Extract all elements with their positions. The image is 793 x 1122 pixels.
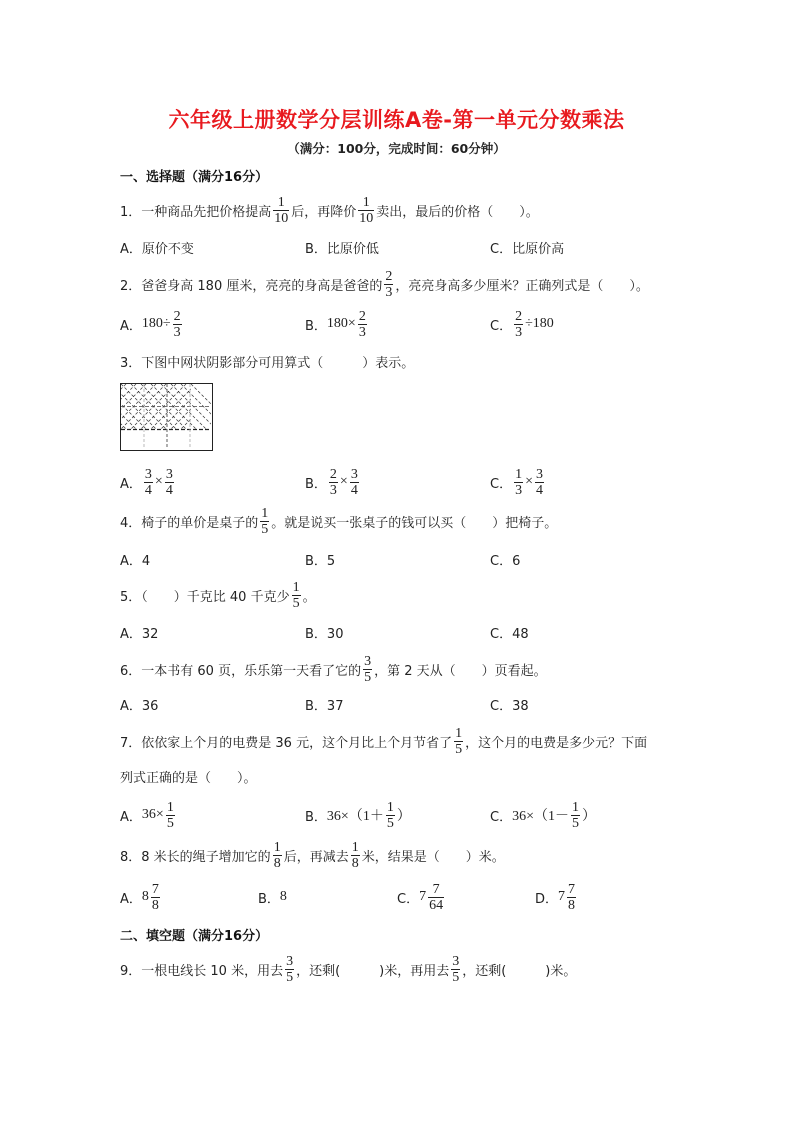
question-text: 6．一本书有 60 页，乐乐第一天看了它的 [120, 663, 362, 679]
question-7-line-2: 列式正确的是（ ）。 [120, 770, 257, 786]
option-c[interactable]: C．比原价高 [490, 241, 565, 257]
fraction: $\frac{3}{4}$ [350, 466, 358, 498]
fraction: $\frac{3}{4}$ [165, 466, 173, 498]
option-a[interactable]: A． 8 $\frac{7}{8}$ [120, 881, 159, 913]
fraction: $\frac{2}{3}$ [515, 308, 523, 340]
question-text: 2．爸爸身高 180 厘米，亮亮的身高是爸爸的 [120, 278, 383, 294]
option-c[interactable]: C． $\frac{2}{3}$ ÷180 [490, 308, 554, 340]
question-8 [120, 835, 505, 875]
fraction: $\frac{3}{5}$ [364, 653, 372, 685]
option-c[interactable]: C．48 [490, 626, 529, 642]
question-text: 1．一种商品先把价格提高 [120, 204, 272, 220]
fraction: $\frac{1}{5}$ [455, 725, 463, 757]
question-text: 卖出，最后的价格（ ）。 [376, 204, 539, 220]
question-text: 米，结果是（ ）米。 [361, 849, 505, 865]
fraction: $\frac{2}{3}$ [329, 466, 337, 498]
option-c[interactable]: C． 36×（1－ $\frac{1}{5}$ ） [490, 799, 596, 831]
fraction: $\frac{1}{5}$ [166, 799, 174, 831]
option-b[interactable]: B．37 [305, 698, 344, 714]
fraction: $\frac{2}{3}$ [358, 308, 366, 340]
section-heading-choice: 一、选择题（满分16分） [120, 170, 269, 185]
option-b[interactable]: B． 36×（1＋ $\frac{1}{5}$ ） [305, 799, 411, 831]
option-a[interactable]: A．36 [120, 698, 159, 714]
fraction: $\frac{1}{5}$ [292, 579, 300, 611]
fraction: $\frac{1}{5}$ [386, 799, 394, 831]
option-c[interactable]: C． $\frac{1}{3}$ × $\frac{3}{4}$ [490, 466, 543, 498]
option-c[interactable]: C．6 [490, 553, 521, 569]
page-title: 六年级上册数学分层训练A卷-第一单元分数乘法 [168, 108, 625, 132]
hatch-pattern-icon [121, 384, 211, 449]
fraction: $\frac{3}{5}$ [286, 953, 294, 985]
option-b[interactable]: B．30 [305, 626, 344, 642]
fraction: $\frac{1}{5}$ [261, 505, 269, 537]
fraction: $\frac{1}{5}$ [571, 799, 579, 831]
question-text: 8．8 米长的绳子增加它的 [120, 849, 271, 865]
shaded-grid-figure [120, 383, 213, 451]
option-a[interactable]: A．原价不变 [120, 241, 194, 257]
question-text: ，这个月的电费是多少元？下面 [465, 735, 648, 751]
question-5 [120, 575, 316, 615]
question-3: 3．下图中网状阴影部分可用算式（ ）表示。 [120, 355, 415, 371]
option-a[interactable]: A．32 [120, 626, 159, 642]
fraction: $\frac{1}{10}$ [274, 194, 289, 226]
question-text: 。就是说买一张桌子的钱可以买（ ）把椅子。 [271, 515, 558, 531]
question-text: 7．依依家上个月的电费是 36 元，这个月比上个月节省了 [120, 735, 453, 751]
page-subtitle: （满分：100分，完成时间：60分钟） [287, 141, 506, 156]
fraction: $\frac{7}{8}$ [151, 881, 159, 913]
question-4 [120, 501, 557, 541]
fraction: $\frac{3}{4}$ [535, 466, 543, 498]
option-d[interactable]: D． 7 $\frac{7}{8}$ [535, 881, 576, 913]
option-c[interactable]: C． 7 $\frac{7}{64}$ [397, 881, 444, 913]
fraction: $\frac{7}{8}$ [568, 881, 576, 913]
question-text: 后，再减去 [283, 849, 349, 865]
question-6 [120, 649, 547, 689]
question-text: 5．（ ）千克比 40 千克少 [120, 589, 290, 605]
question-7 [120, 721, 647, 761]
fraction: $\frac{2}{3}$ [385, 268, 393, 300]
question-text: ，还剩( )米。 [462, 963, 577, 979]
option-a[interactable]: A． $\frac{3}{4}$ × $\frac{3}{4}$ [120, 466, 173, 498]
option-b[interactable]: B．比原价低 [305, 241, 379, 257]
question-text: 9．一根电线长 10 米，用去 [120, 963, 284, 979]
fraction: $\frac{7}{64}$ [429, 881, 444, 913]
option-b[interactable]: B． 180× $\frac{2}{3}$ [305, 308, 366, 340]
fraction: $\frac{1}{3}$ [515, 466, 523, 498]
fraction: $\frac{3}{4}$ [144, 466, 152, 498]
option-b[interactable]: B． $\frac{2}{3}$ × $\frac{3}{4}$ [305, 466, 358, 498]
question-text: 4．椅子的单价是桌子的 [120, 515, 259, 531]
fraction: $\frac{3}{5}$ [452, 953, 460, 985]
question-2 [120, 264, 649, 304]
question-text: 后，再降价 [291, 204, 357, 220]
option-a[interactable]: A．4 [120, 553, 151, 569]
question-text: ，第 2 天从（ ）页看起。 [374, 663, 547, 679]
fraction: $\frac{2}{3}$ [173, 308, 181, 340]
fraction: $\frac{1}{8}$ [351, 839, 359, 871]
option-a[interactable]: A． 180÷ $\frac{2}{3}$ [120, 308, 181, 340]
section-heading-fill: 二、填空题（满分16分） [120, 929, 269, 944]
question-text: ，还剩( )米，再用去 [296, 963, 450, 979]
fraction: $\frac{1}{10}$ [359, 194, 374, 226]
option-a[interactable]: A． 36× $\frac{1}{5}$ [120, 799, 174, 831]
question-text: ，亮亮身高多少厘米？正确列式是（ ）。 [395, 278, 649, 294]
question-9 [120, 949, 576, 989]
option-c[interactable]: C．38 [490, 698, 529, 714]
option-b[interactable]: B．5 [305, 553, 336, 569]
question-1 [120, 190, 539, 230]
option-b[interactable]: B． 8 [258, 889, 287, 907]
fraction: $\frac{1}{8}$ [273, 839, 281, 871]
question-text: 。 [302, 589, 316, 605]
